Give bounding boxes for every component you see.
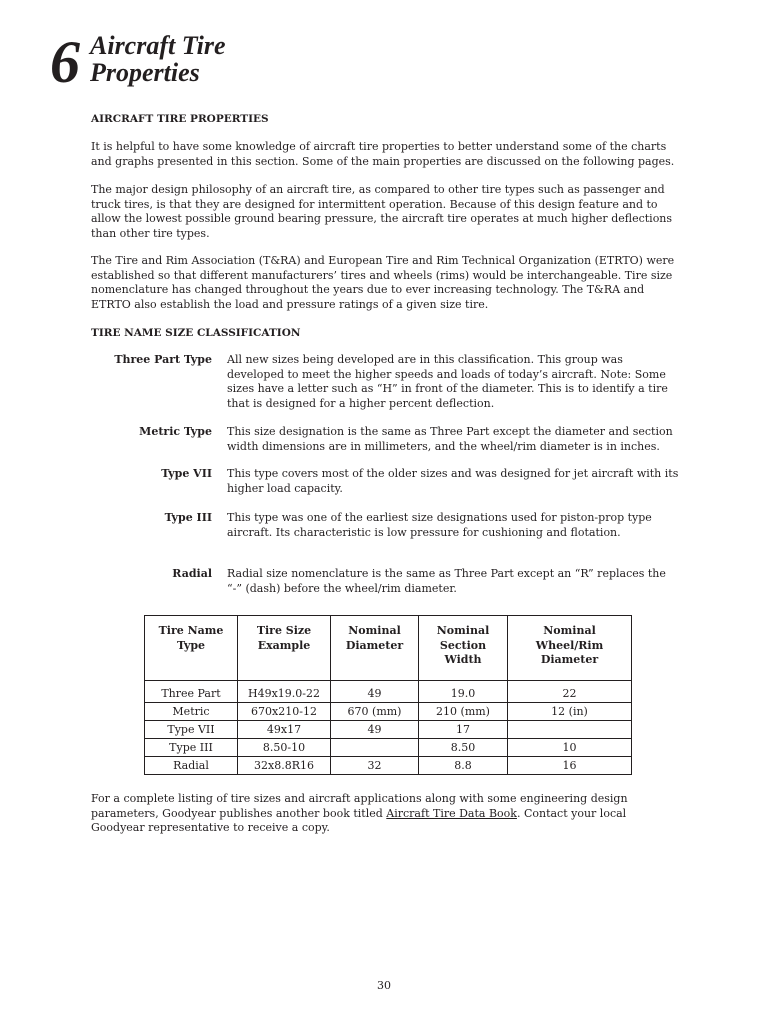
table-cell: 49: [331, 721, 419, 739]
section-heading: AIRCRAFT TIRE PROPERTIES: [91, 113, 269, 125]
design-philosophy-paragraph: The major design philosophy of an aircraft tire, as compared to other tire types such as passenger and truck tires, is that they are designed for intermittent operation. Because of this design feature and to allow the lowest possible ground bearing pressure, the aircraft tire operates at much higher deflections than other tire types.: [91, 183, 673, 240]
table-cell: 32: [331, 757, 419, 775]
table-cell: 17: [419, 721, 508, 739]
term-three-part-type: Three Part Type: [114, 353, 212, 366]
table-cell: [331, 739, 419, 757]
table-row: [145, 681, 632, 703]
term-metric-type: Metric Type: [139, 425, 212, 438]
table-cell: 670x210-12: [238, 703, 331, 721]
table-cell: 19.0: [419, 681, 508, 703]
book-title: Aircraft Tire Data Book: [386, 806, 517, 820]
term-radial: Radial: [172, 567, 212, 580]
table-cell: 22: [508, 681, 632, 703]
page-number: 30: [377, 979, 391, 992]
table-cell: 10: [508, 739, 632, 757]
table-cell: Type III: [145, 739, 238, 757]
chapter-title-line-2: Properties: [90, 58, 200, 87]
table-cell: Metric: [145, 703, 238, 721]
chapter-number: 6: [50, 29, 80, 95]
desc-type-iii: This type was one of the earliest size designations used for piston-prop type aircraft. Its characteristic is low pressure for cushioning and flotation.: [227, 511, 652, 539]
table-cell: Radial: [145, 757, 238, 775]
header-nominal-section-width: Nominal Section Width: [419, 616, 508, 681]
header-tire-name-type: Tire Name Type: [145, 616, 238, 681]
header-nominal-wheel-rim-diameter: Nominal Wheel/Rim Diameter: [508, 616, 632, 681]
chapter-title-line-1: Aircraft Tire: [90, 31, 226, 60]
closing-text-after: . Contact your local Goodyear representative to receive a copy.: [91, 806, 627, 834]
table-cell: [508, 721, 632, 739]
closing-text-before: For a complete listing of tire sizes and aircraft applications along with some engineering design parameters, Goodyear publishes another book titled: [91, 792, 628, 820]
desc-radial: Radial size nomenclature is the same as Three Part except an “R” replaces the “-” (dash) before the wheel/rim diameter.: [227, 567, 666, 595]
table-cell: 16: [508, 757, 632, 775]
table-cell: 670 (mm): [331, 703, 419, 721]
table-row: [145, 703, 632, 721]
table-cell: 12 (in): [508, 703, 632, 721]
table-cell: 8.50: [419, 739, 508, 757]
header-tire-size-example: Tire Size Example: [238, 616, 331, 681]
closing-paragraph: [91, 792, 679, 836]
desc-three-part-type: All new sizes being developed are in this classification. This group was developed to meet the higher speeds and loads of today’s aircraft. Note: Some sizes have a letter such as “H” in front of the diameter. This is to identify a tire that is designed for a higher percent deflection.: [227, 353, 668, 410]
term-type-iii: Type III: [164, 511, 212, 524]
intro-paragraph: It is helpful to have some knowledge of aircraft tire properties to better understand some of the charts and graphs presented in this section. Some of the main properties are discussed on the following pages.: [91, 140, 675, 168]
table-cell: Type VII: [145, 721, 238, 739]
desc-type-vii: This type covers most of the older sizes and was designed for jet aircraft with its higher load capacity.: [227, 467, 679, 495]
table-row: [145, 739, 632, 757]
chapter-title: [90, 32, 390, 86]
term-type-vii: Type VII: [161, 467, 212, 480]
table-cell: H49x19.0-22: [238, 681, 331, 703]
classification-heading: TIRE NAME SIZE CLASSIFICATION: [91, 327, 301, 339]
table-cell: 210 (mm): [419, 703, 508, 721]
table-row: [145, 757, 632, 775]
table-cell: 8.8: [419, 757, 508, 775]
table-cell: Three Part: [145, 681, 238, 703]
table-cell: 8.50-10: [238, 739, 331, 757]
table-cell: 49x17: [238, 721, 331, 739]
standards-paragraph: The Tire and Rim Association (T&RA) and European Tire and Rim Technical Organization (ETRTO) were established so that different manufacturers’ tires and wheels (rims) would be interchangeable. Tire size nomenclature has changed throughout the years due to ever increasing technology. The T&RA and ETRTO also establish the load and pressure ratings of a given size tire.: [91, 254, 675, 311]
table-cell: 32x8.8R16: [238, 757, 331, 775]
desc-metric-type: This size designation is the same as Three Part except the diameter and section width dimensions are in millimeters, and the wheel/rim diameter is in inches.: [227, 425, 673, 453]
table-row: [145, 721, 632, 739]
header-nominal-diameter: Nominal Diameter: [331, 616, 419, 681]
tire-classification-table: [144, 615, 632, 775]
table-header-row: [145, 616, 632, 681]
table-cell: 49: [331, 681, 419, 703]
